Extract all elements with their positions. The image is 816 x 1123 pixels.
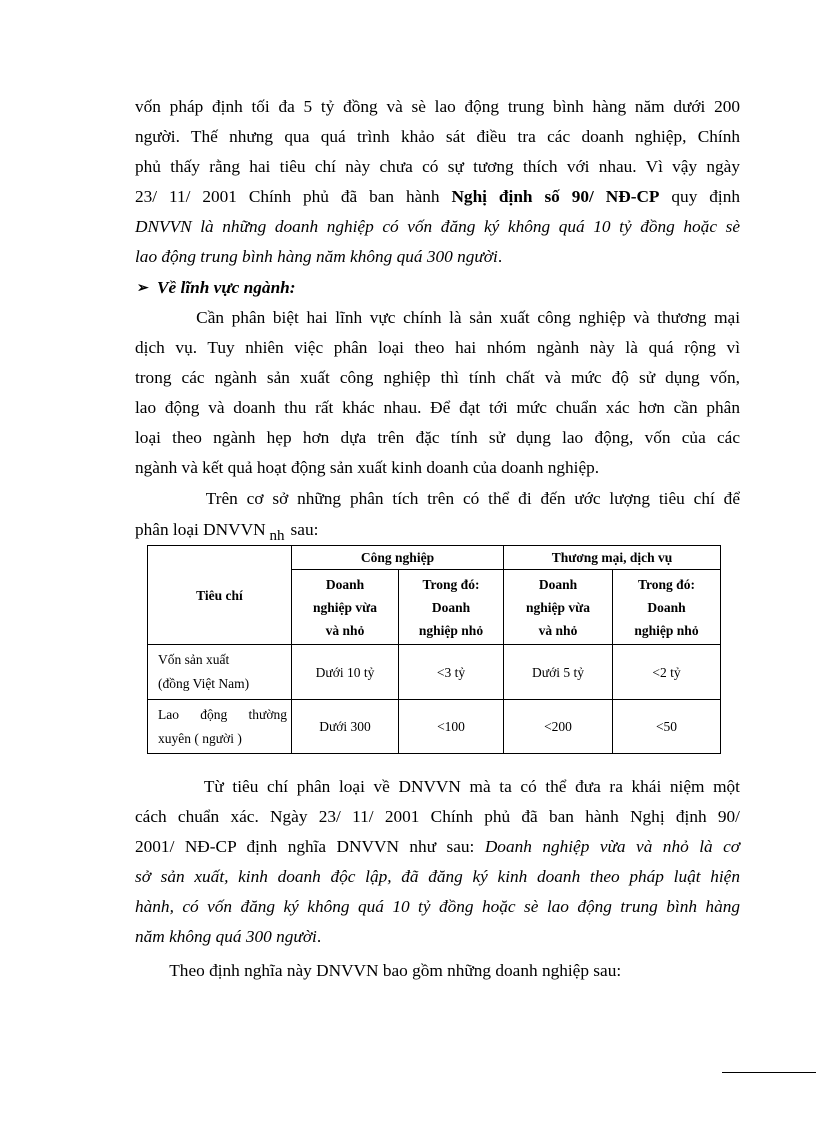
text-line: loại theo ngành hẹp hơn dựa trên đặc tính sử dụng lao động, vốn của các <box>135 428 740 447</box>
text-line <box>135 922 740 952</box>
subheader-line: Doanh <box>325 576 365 592</box>
table-cell: <200 <box>504 700 613 754</box>
paragraph-criteria-intro <box>135 484 740 514</box>
text-line <box>135 242 740 272</box>
italic-definition-line: sở sản xuất, kinh doanh độc lập, đã đăng ký kinh doanh theo pháp luật hiện <box>135 867 740 886</box>
text-run: 23/ 11/ 2001 Chính phủ đã ban hành <box>135 187 452 206</box>
table-row <box>148 645 721 700</box>
subheader-line: và nhỏ <box>325 622 365 638</box>
text-line: Cần phân biệt hai lĩnh vực chính là sản xuất công nghiệp và thương mại <box>135 308 740 327</box>
text-run: phân loại DNVVN <box>135 520 266 539</box>
row-label-line: Vốn sản xuất <box>158 652 230 667</box>
text-run: quy định <box>659 187 740 206</box>
text-line: lao động và doanh thu rất khác nhau. Để đạt tới mức chuẩn xác hơn cần phân <box>135 398 740 417</box>
text-line: Từ tiêu chí phân loại về DNVVN mà ta có thể đưa ra khái niệm một <box>135 777 740 796</box>
subheader-line: và nhỏ <box>538 622 578 638</box>
text-line: dịch vụ. Tuy nhiên việc phân loại theo hai nhóm ngành này là quá rộng vì <box>135 338 740 357</box>
text-line: Theo định nghĩa này DNVVN bao gồm những doanh nghiệp sau: <box>135 961 622 980</box>
row-label-line: xuyên ( người ) <box>158 730 242 746</box>
paragraph-includes <box>135 956 740 986</box>
period: . <box>316 927 322 946</box>
subheader-small <box>399 570 504 645</box>
criteria-table <box>147 545 721 754</box>
table-cell: Dưới 5 tỷ <box>504 645 613 700</box>
table-cell: <50 <box>613 700 721 754</box>
table-cell: Dưới 10 tỷ <box>292 645 399 700</box>
text-run: 2001/ NĐ-CP định nghĩa DNVVN như sau: <box>135 837 485 856</box>
subheader-line: Trong đó: <box>422 576 480 592</box>
period: . <box>497 247 503 266</box>
text-line: cách chuẩn xác. Ngày 23/ 11/ 2001 Chính phủ đã ban hành Nghị định 90/ <box>135 807 740 826</box>
text-line: người. Thế nhưng qua quá trình khảo sát điều tra các doanh nghiệp, Chính <box>135 127 740 146</box>
text-line: vốn pháp định tối đa 5 tỷ đồng và sè lao động trung bình hàng năm dưới 200 <box>135 97 740 116</box>
text-line: ngành và kết quả hoạt động sản xuất kinh doanh của doanh nghiệp. <box>135 458 600 477</box>
paragraph-definition <box>135 772 740 952</box>
italic-definition-line: lao động trung bình hàng năm không quá 300 người <box>135 247 498 266</box>
subheader-line: nghiệp vừa <box>313 599 377 615</box>
header-trade-services: Thương mại, dịch vụ <box>504 546 721 570</box>
text-line <box>135 182 740 212</box>
table-cell: Dưới 300 <box>292 700 399 754</box>
table-header-row <box>148 546 721 570</box>
arrow-bullet-icon: ➢ <box>137 281 149 296</box>
paragraph-industry <box>135 303 740 483</box>
italic-definition-line: hành, có vốn đăng ký không quá 10 tỷ đồng hoặc sè lao động trung bình hàng <box>135 897 740 916</box>
subscript-text: nh <box>269 528 285 544</box>
subheader-line: nghiệp nhỏ <box>418 622 484 638</box>
paragraph-legal-capital <box>135 92 740 272</box>
subheader-line: Doanh <box>538 576 578 592</box>
text-line <box>135 832 740 862</box>
subheader-small-medium <box>292 570 399 645</box>
text-line: phủ thấy rằng hai tiêu chí này chưa có sự tương thích với nhau. Vì vậy ngày <box>135 157 740 176</box>
text-line: Trên cơ sở những phân tích trên có thể đi đến ước lượng tiêu chí để <box>135 489 740 508</box>
criteria-intro-line <box>135 517 318 544</box>
subheader-line: nghiệp vừa <box>526 599 590 615</box>
table-cell: <2 tỷ <box>613 645 721 700</box>
subheader-line: nghiệp nhỏ <box>634 622 699 638</box>
italic-definition-run: Doanh nghiệp vừa và nhỏ là cơ <box>484 837 740 856</box>
row-label-line: Lao động thường <box>158 706 287 722</box>
subheader-small <box>613 570 721 645</box>
decree-reference: Nghị định số 90/ NĐ-CP <box>451 187 660 206</box>
table-cell: <100 <box>399 700 504 754</box>
footnote-separator <box>722 1072 816 1073</box>
table-row <box>148 700 721 754</box>
subheader-line: Trong đó: <box>638 576 695 592</box>
row-label <box>148 700 292 754</box>
subheader-line: Doanh <box>431 599 471 615</box>
row-label-line: (đồng Việt Nam) <box>158 676 250 691</box>
subheader-small-medium <box>504 570 613 645</box>
header-criteria: Tiêu chí <box>148 546 292 645</box>
header-industry: Công nghiệp <box>292 546 504 570</box>
section-heading <box>137 274 296 303</box>
italic-definition-line: năm không quá 300 người <box>135 927 317 946</box>
italic-definition-line: DNVVN là những doanh nghiệp có vốn đăng ký không quá 10 tỷ đồng hoặc sè <box>135 217 740 236</box>
subheader-line: Doanh <box>647 599 686 615</box>
text-run: sau: <box>290 520 319 539</box>
table-cell: <3 tỷ <box>399 645 504 700</box>
text-line: trong các ngành sản xuất công nghiệp thì tính chất và mức độ sử dụng vốn, <box>135 368 740 387</box>
heading-text: Về lĩnh vực ngành: <box>157 278 296 297</box>
row-label <box>148 645 292 700</box>
